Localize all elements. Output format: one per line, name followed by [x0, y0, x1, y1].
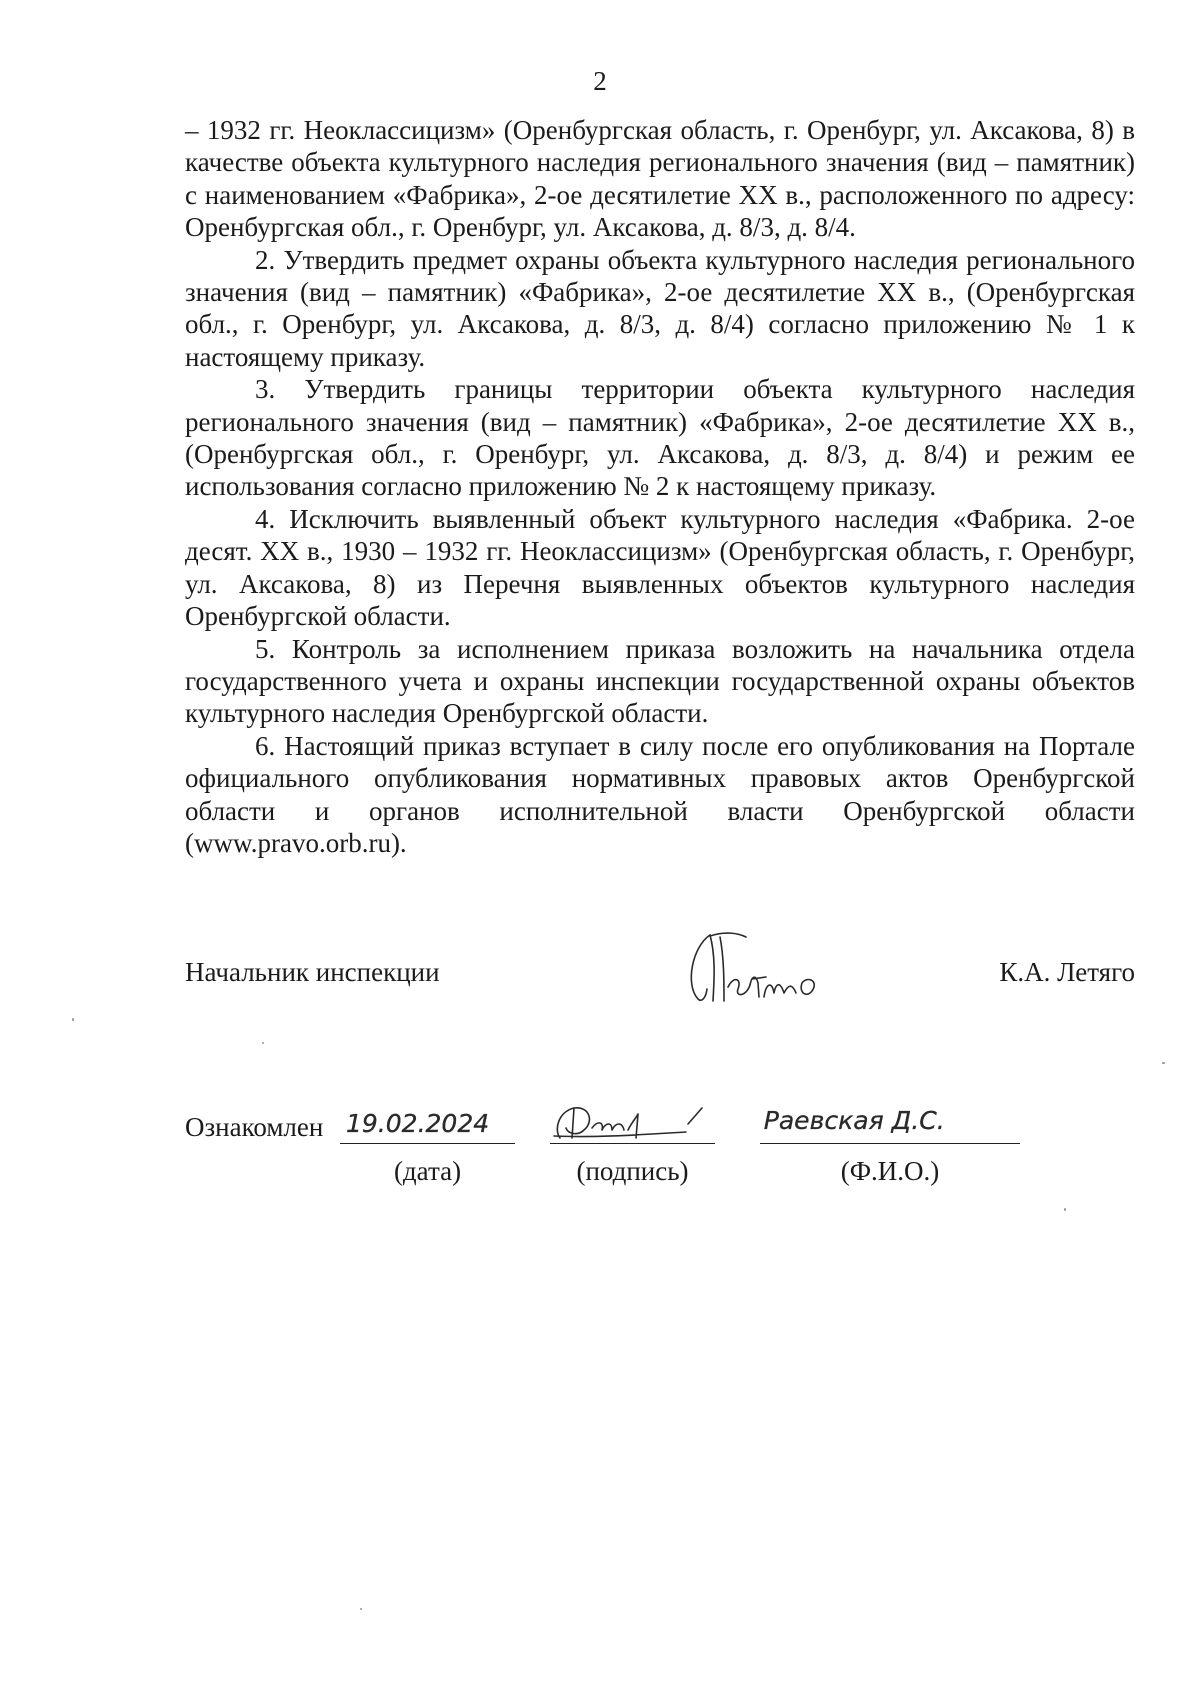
fio-caption: (Ф.И.О.) — [840, 1156, 940, 1186]
acknowledgement-block — [185, 1088, 1135, 1208]
paragraph-continuation: – 1932 гг. Неоклассицизм» (Оренбургская область, г. Оренбург, ул. Аксакова, 8) в качестве объекта культурного наследия регионального значения (вид – памятник) с наименованием «Фабрика», 2-ое десятилетие XX в., расположенного по адресу: Оренбургская обл., г. Оренбург, ул. Аксакова, д. 8/3, д. 8/4. — [185, 115, 1135, 243]
date-line — [340, 1143, 515, 1144]
order-body — [185, 114, 1135, 859]
scan-speck — [1064, 1208, 1066, 1211]
signature-line — [550, 1143, 715, 1144]
signature-caption: (подпись) — [576, 1156, 689, 1186]
paragraph-item-5: 5. Контроль за исполнением приказа возложить на начальника отдела государственного учета и охраны инспекции государственной охраны объектов культурного наследия Оренбургской области. — [185, 633, 1135, 729]
fio-line — [760, 1143, 1020, 1144]
date-caption: (дата) — [393, 1156, 462, 1186]
signer-name: К.А. Летяго — [999, 957, 1135, 987]
svg-text:Раевская Д.С.: Раевская Д.С. — [763, 1106, 945, 1136]
scan-speck — [1162, 1062, 1165, 1064]
acknowledgement-fio-field — [760, 1094, 1020, 1186]
acknowledgement-label: Ознакомлен — [185, 1112, 324, 1142]
paragraph-item-4: 4. Исключить выявленный объект культурного наследия «Фабрика. 2-ое десят. XX в., 1930 – 1932 гг. Неоклассицизм» (Оренбургская область, г. Оренбург, ул. Аксакова, 8) из Перечня выявленных объектов культурного наследия Оренбургской области. — [185, 503, 1135, 632]
paragraph-item-3: 3. Утвердить границы территории объекта культурного наследия регионального значения (вид – памятник) «Фабрика», 2-ое десятилетие XX в., (Оренбургская обл., г. Оренбург, ул. Аксакова, д. 8/3, д. 8/4) и режим ее использования согласно приложению № 2 к настоящему приказу. — [185, 374, 1135, 502]
paragraph-item-2: 2. Утвердить предмет охраны объекта культурного наследия регионального значения (вид – памятник) «Фабрика», 2-ое десятилетие XX в., (Оренбургская обл., г. Оренбург, ул. Аксакова, д. 8/3, д. 8/4) согласно приложению № 1 к настоящему приказу. — [185, 244, 1135, 372]
handwritten-initials-signature — [550, 1098, 715, 1142]
acknowledgement-date-field — [340, 1094, 515, 1186]
scan-speck — [360, 1608, 362, 1610]
svg-text:19.02.2024: 19.02.2024 — [346, 1109, 490, 1138]
handwritten-signature — [680, 927, 850, 1007]
signature-block — [185, 957, 1135, 1017]
page-number: 2 — [593, 66, 607, 96]
acknowledgement-signature-field — [550, 1094, 715, 1186]
scan-speck — [262, 1042, 264, 1044]
paragraph-item-6: 6. Настоящий приказ вступает в силу после его опубликования на Портале официального опубликования нормативных правовых актов Оренбургской области и органов исполнительной власти Оренбургской области (www.pravo.orb.ru). — [185, 730, 1135, 858]
handwritten-full-name — [760, 1094, 1020, 1142]
scan-speck — [72, 1018, 74, 1021]
signer-position: Начальник инспекции — [185, 957, 440, 987]
handwritten-date — [340, 1098, 515, 1142]
